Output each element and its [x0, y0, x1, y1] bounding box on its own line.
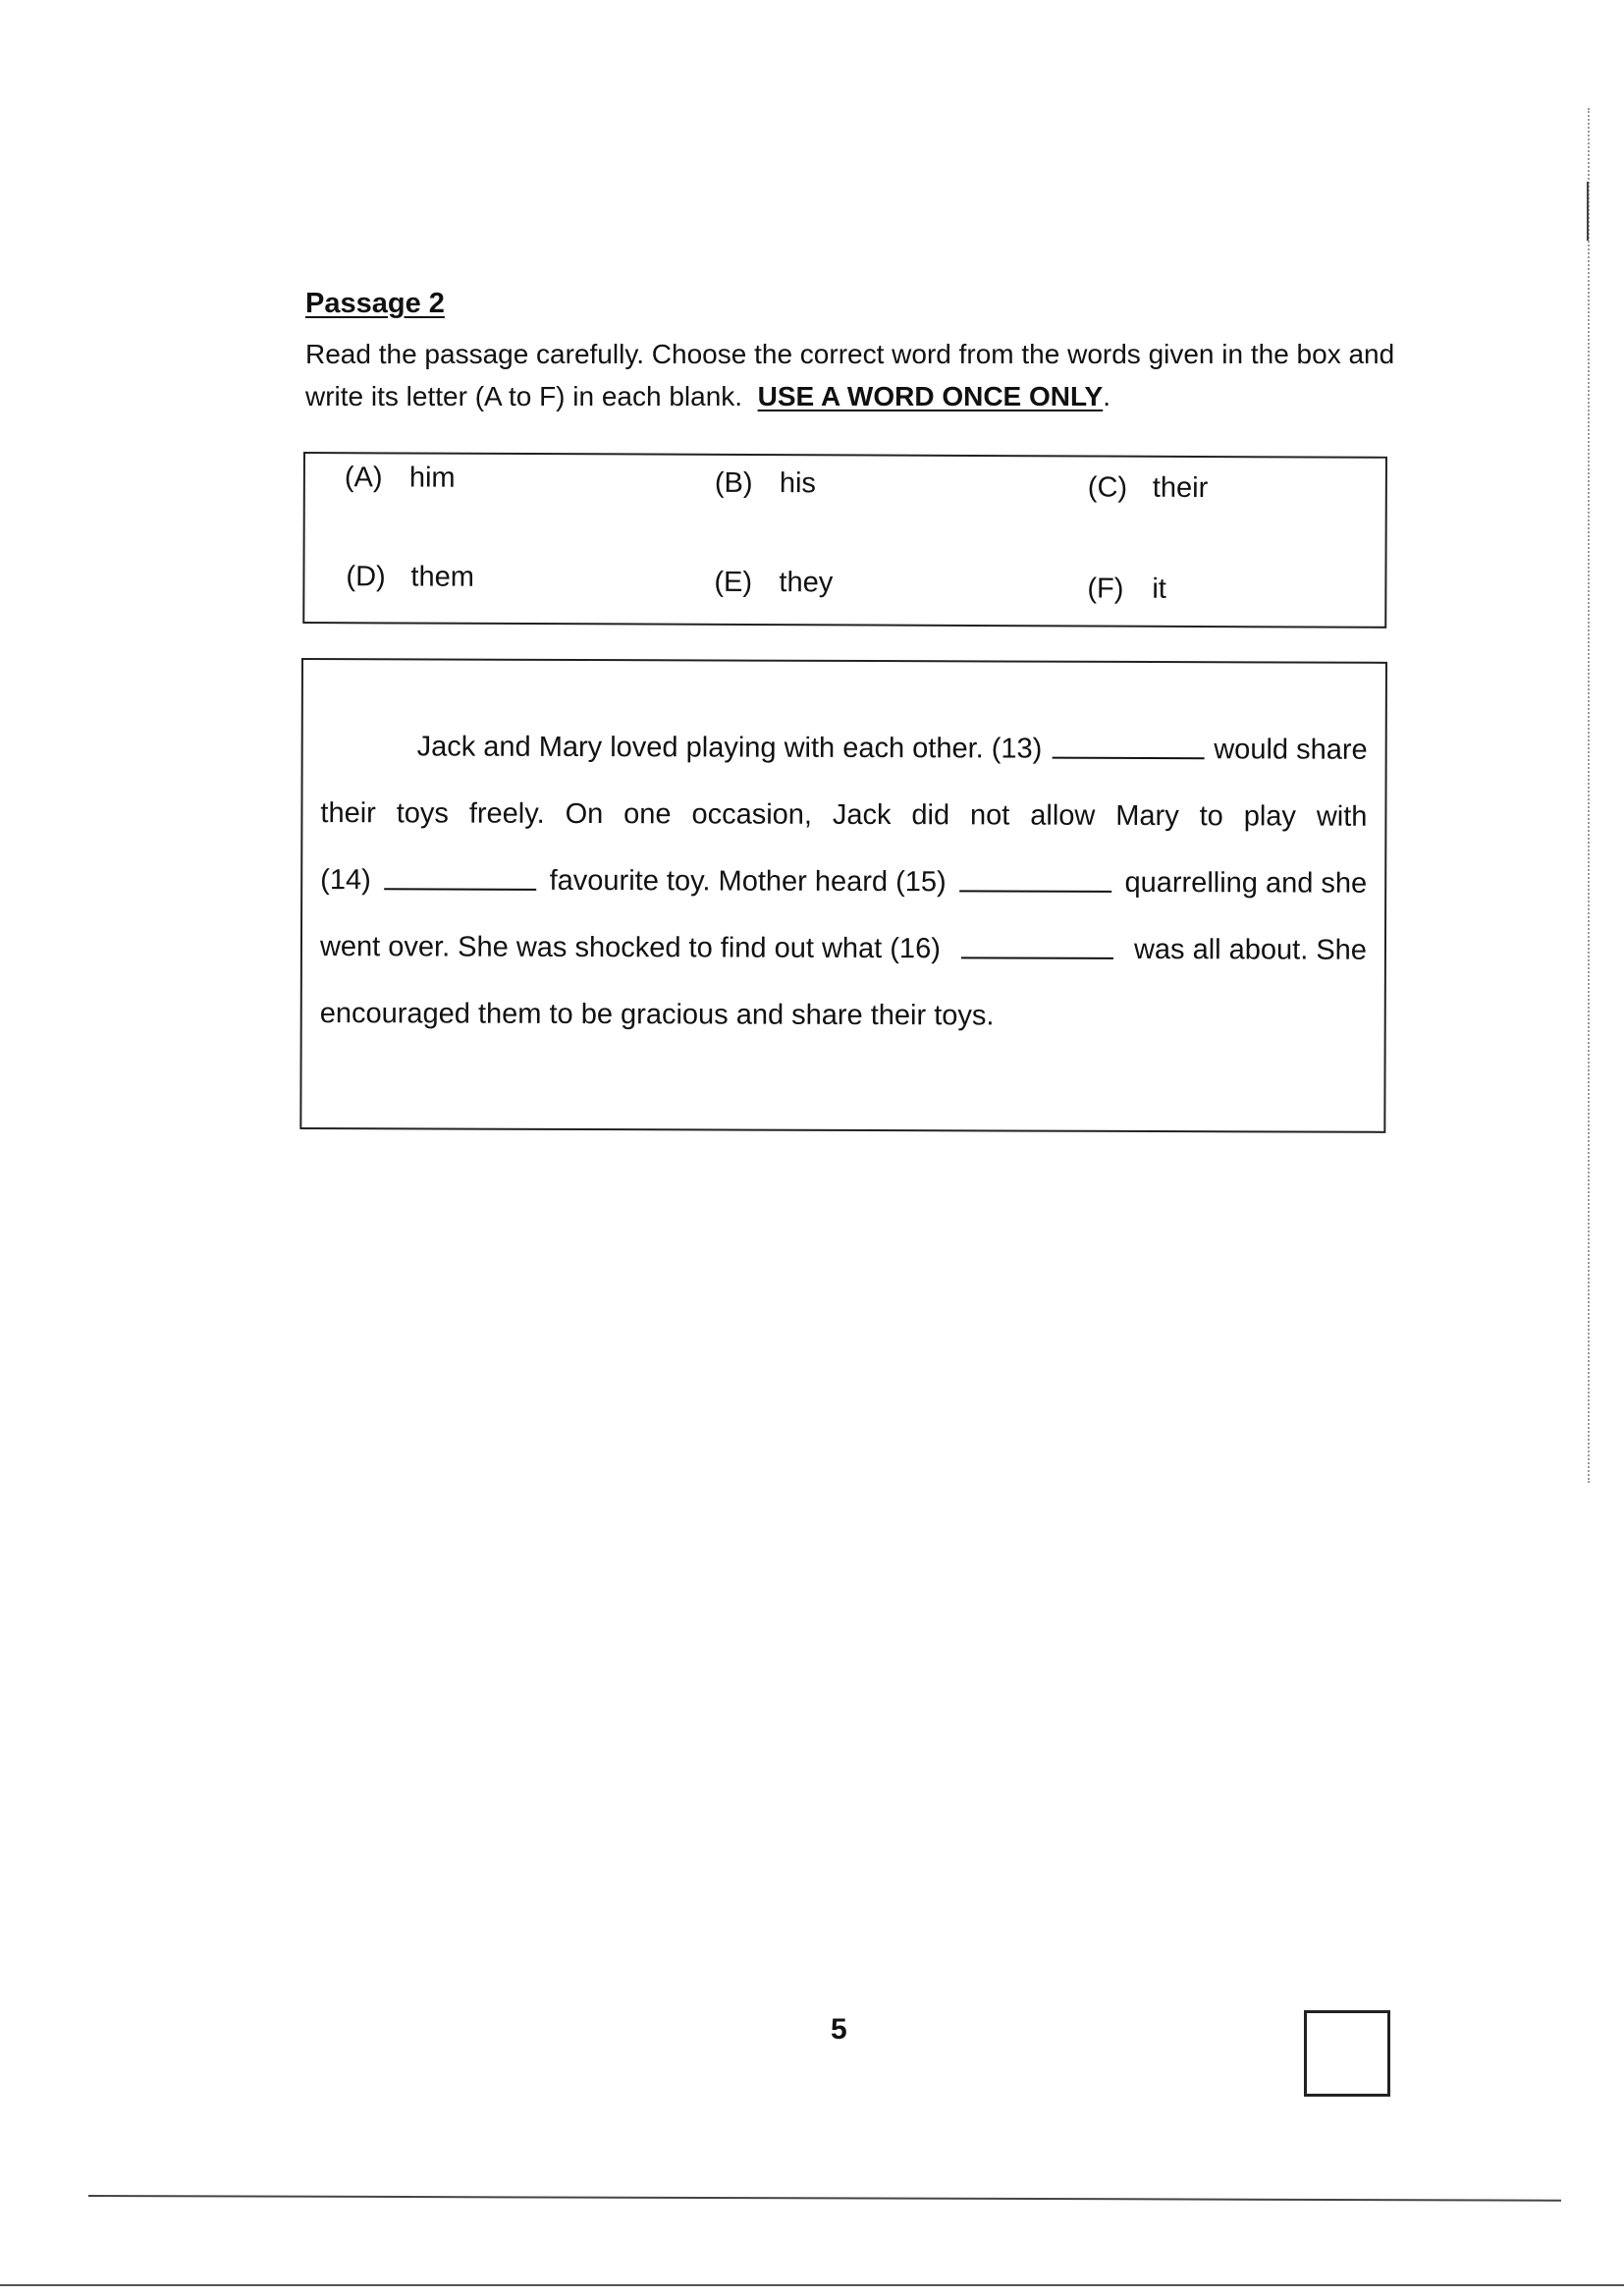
blank-16[interactable]: [961, 929, 1113, 959]
word: Mary: [1115, 799, 1179, 833]
option-word: them: [410, 561, 474, 593]
word-bank-box: [302, 452, 1387, 629]
word: On: [565, 797, 604, 831]
line1-end: would share: [1214, 734, 1368, 766]
instructions-text: Read the passage carefully. Choose the correct word from the words given in the box and write its letter (A to F) in each blank.: [305, 339, 1395, 411]
option-letter: (A): [344, 462, 383, 494]
bottom-rule-lower: [0, 2284, 1624, 2286]
line3-mid: favourite toy. Mother heard (15): [549, 864, 947, 899]
blank-14[interactable]: [384, 860, 536, 891]
passage-heading: Passage 2: [305, 288, 445, 319]
margin-dots: [1588, 108, 1590, 1483]
word-option-e: [714, 567, 833, 600]
option-word: him: [408, 462, 456, 494]
instructions-end: .: [1103, 381, 1110, 411]
option-word: their: [1152, 471, 1209, 505]
word: not: [970, 799, 1010, 832]
word-option-f: [1087, 573, 1166, 605]
instructions-emphasis: USE A WORD ONCE ONLY: [757, 381, 1104, 411]
line4-end: was all about. She: [1133, 933, 1368, 966]
line-spacer: [321, 727, 413, 766]
word: with: [1316, 800, 1368, 833]
passage-line-3: [320, 860, 1367, 903]
word: did: [911, 799, 950, 832]
score-box[interactable]: [1304, 2010, 1390, 2097]
passage-line-5: encouraged them to be gracious and share their toys.: [319, 998, 995, 1032]
bottom-rule: [88, 2195, 1561, 2202]
word-option-c: [1088, 471, 1209, 505]
option-letter: (D): [346, 561, 386, 593]
word: occasion,: [691, 798, 813, 831]
option-letter: (B): [714, 466, 753, 499]
word: play: [1243, 800, 1297, 833]
line1-text: Jack and Mary loved playing with each other. (13): [416, 731, 1043, 765]
line3-start: (14): [320, 864, 371, 897]
word: toys: [396, 797, 450, 830]
instructions: [305, 333, 1395, 417]
line4-start: went over. She was shocked to find out what (16): [319, 931, 941, 965]
word: Jack: [832, 798, 892, 832]
option-letter: (C): [1087, 471, 1128, 504]
passage-line-2: [320, 793, 1367, 837]
option-word: they: [779, 567, 834, 599]
word-option-a: [345, 462, 456, 494]
passage-line-1: [321, 727, 1368, 770]
passage-line-4: [320, 927, 1367, 970]
word-option-b: [715, 467, 816, 500]
line3-end: quarrelling and she: [1124, 866, 1368, 900]
blank-13[interactable]: [1052, 730, 1204, 760]
word: allow: [1030, 799, 1096, 832]
page-number: 5: [831, 2013, 847, 2046]
passage-box: [299, 658, 1387, 1133]
option-word: it: [1152, 573, 1166, 605]
word-option-d: [346, 561, 474, 594]
word: to: [1199, 800, 1223, 833]
option-word: his: [779, 467, 817, 500]
option-letter: (E): [714, 566, 753, 598]
blank-15[interactable]: [959, 862, 1111, 893]
word: their: [320, 797, 376, 830]
option-letter: (F): [1087, 573, 1124, 605]
word: freely.: [468, 797, 545, 830]
word: one: [623, 798, 672, 831]
margin-mark: [1587, 182, 1589, 241]
